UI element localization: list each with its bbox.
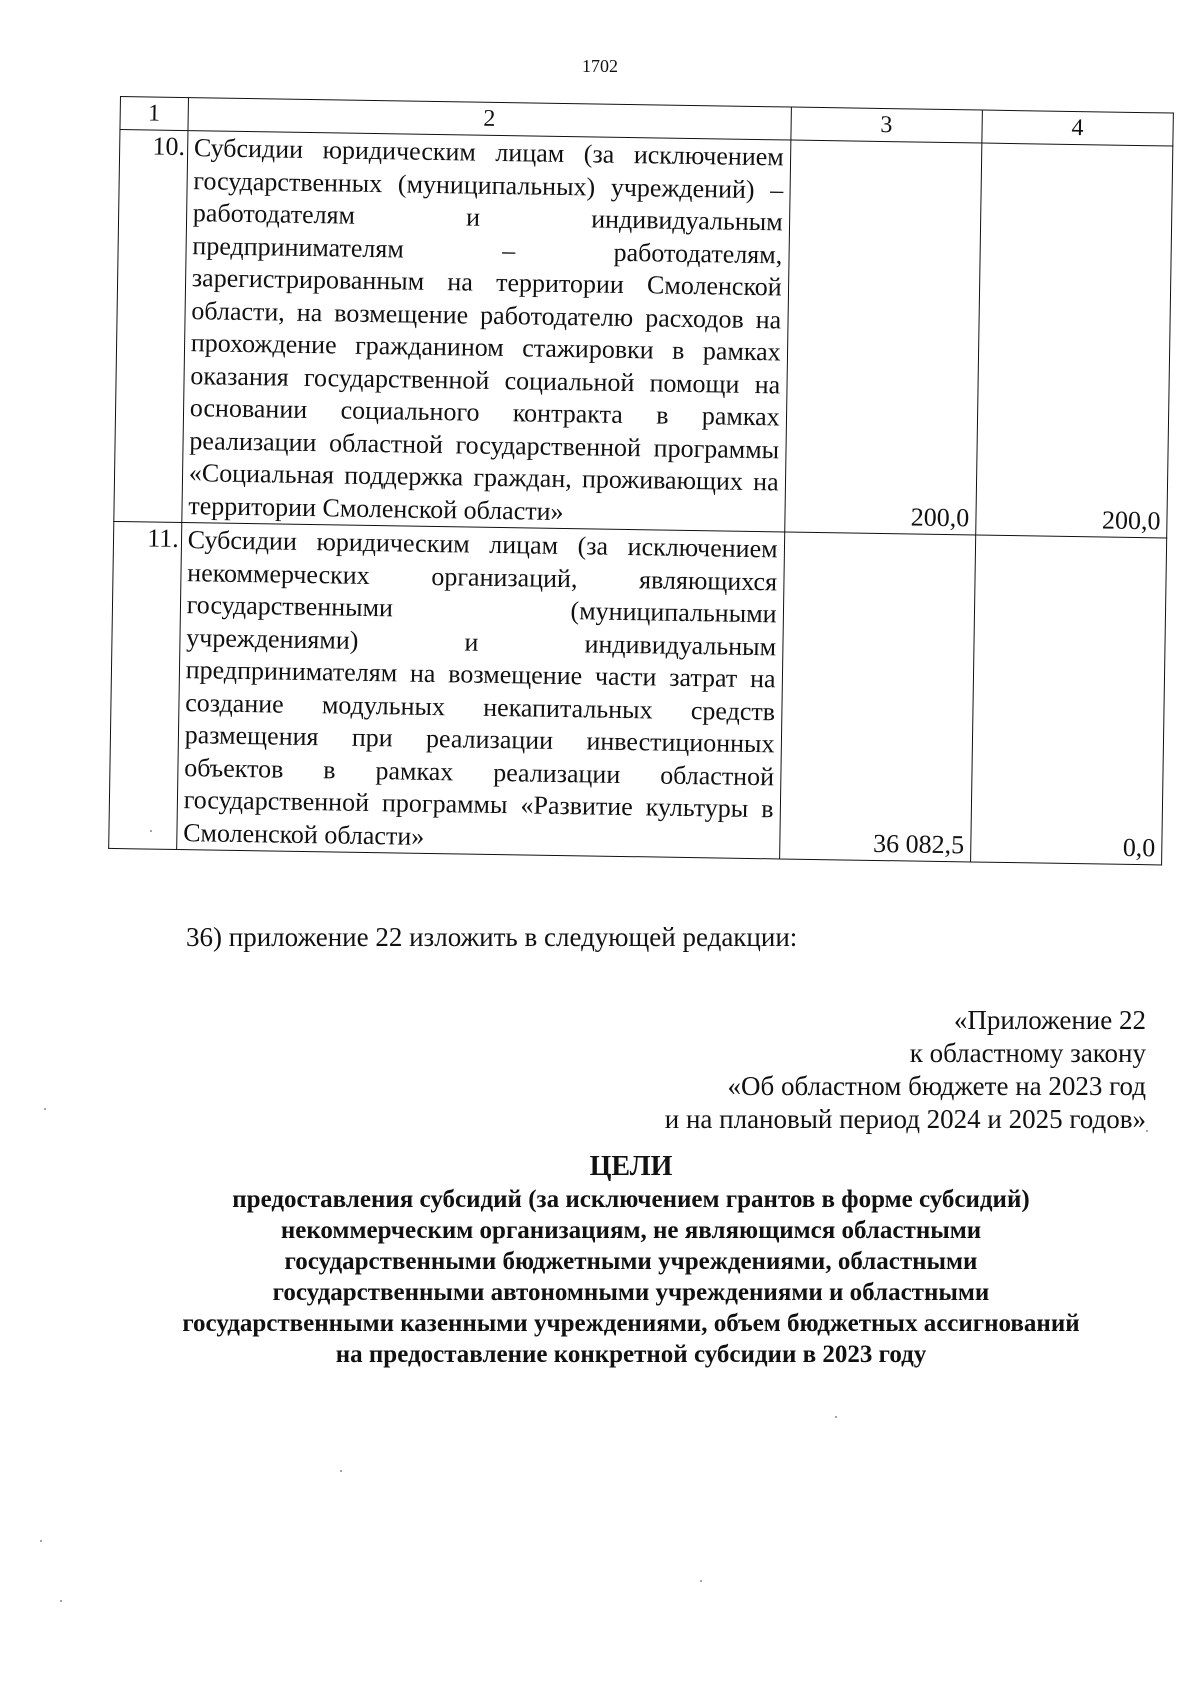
- appendix-header: [665, 1004, 1146, 1136]
- row-value-column-4: 0,0: [970, 535, 1166, 865]
- row-number: 10.: [114, 130, 188, 523]
- appendix-line: «Об областном бюджете на 2023 год: [727, 1071, 1146, 1101]
- document-title: [50, 1150, 1200, 1370]
- scan-speck: [150, 830, 152, 832]
- appendix-line: к областному закону: [909, 1038, 1146, 1068]
- title-heading: ЦЕЛИ: [589, 1151, 673, 1182]
- column-header-4: 4: [982, 110, 1174, 146]
- scan-speck: [1146, 1130, 1148, 1132]
- scan-speck: [700, 1580, 702, 1582]
- column-header-3: 3: [791, 107, 983, 143]
- scan-speck: [44, 1108, 46, 1110]
- title-line: некоммерческим организациям, не являющимся областными: [280, 1217, 982, 1244]
- title-line: государственными бюджетными учреждениями, областными: [284, 1248, 978, 1275]
- row-description: Субсидии юридическим лицам (за исключением государственных (муниципальных) учреждений) – работодателям и индивидуальным предпринимателям – работодателям, зарегистрированным на территории Смоленской области, на возмещение работодателю расходов на прохождение гражданином стажировки в рамках оказания государственной социальной помощи на основании социального контракта в рамках реализации областной государственной программы «Социальная поддержка граждан, проживающих на территории Смоленской области»: [182, 131, 791, 532]
- title-line: на предоставление конкретной субсидии в 2023 году: [335, 1341, 927, 1368]
- table-row: [109, 521, 1167, 864]
- title-line: предоставления субсидий (за исключением грантов в форме субсидий): [232, 1186, 1030, 1213]
- row-number: 11.: [109, 521, 182, 849]
- page-number: 1702: [582, 56, 618, 76]
- column-header-2: 2: [188, 98, 791, 140]
- row-value-column-3: 200,0: [784, 140, 981, 535]
- title-line: государственными автономными учреждениями и областными: [272, 1279, 990, 1306]
- subsidies-table: [108, 96, 1174, 865]
- appendix-line: и на плановый период 2024 и 2025 годов»: [664, 1104, 1146, 1134]
- appendix-line: «Приложение 22: [953, 1005, 1146, 1035]
- amendment-text: 36) приложение 22 изложить в следующей редакции:: [186, 922, 798, 952]
- scan-speck: [340, 1470, 342, 1472]
- table-row: [114, 130, 1173, 538]
- scan-speck: [835, 1416, 837, 1418]
- column-header-1: 1: [120, 97, 188, 131]
- row-value-column-3: 36 082,5: [779, 532, 975, 862]
- row-description: Субсидии юридическим лицам (за исключением некоммерческих организаций, являющихся государственными (муниципальными учреждениями) и индивидуальным предпринимателям на возмещение части затрат на создание модульных некапитальных средств размещения при реализации инвестиционных объектов в рамках реализации областной государственной программы «Развитие культуры в Смоленской области»: [176, 523, 784, 859]
- scan-speck: [40, 1540, 42, 1542]
- title-line: государственными казенными учреждениями, объем бюджетных ассигнований: [182, 1310, 1080, 1337]
- scan-speck: [60, 1600, 62, 1602]
- row-value-column-4: 200,0: [976, 143, 1173, 538]
